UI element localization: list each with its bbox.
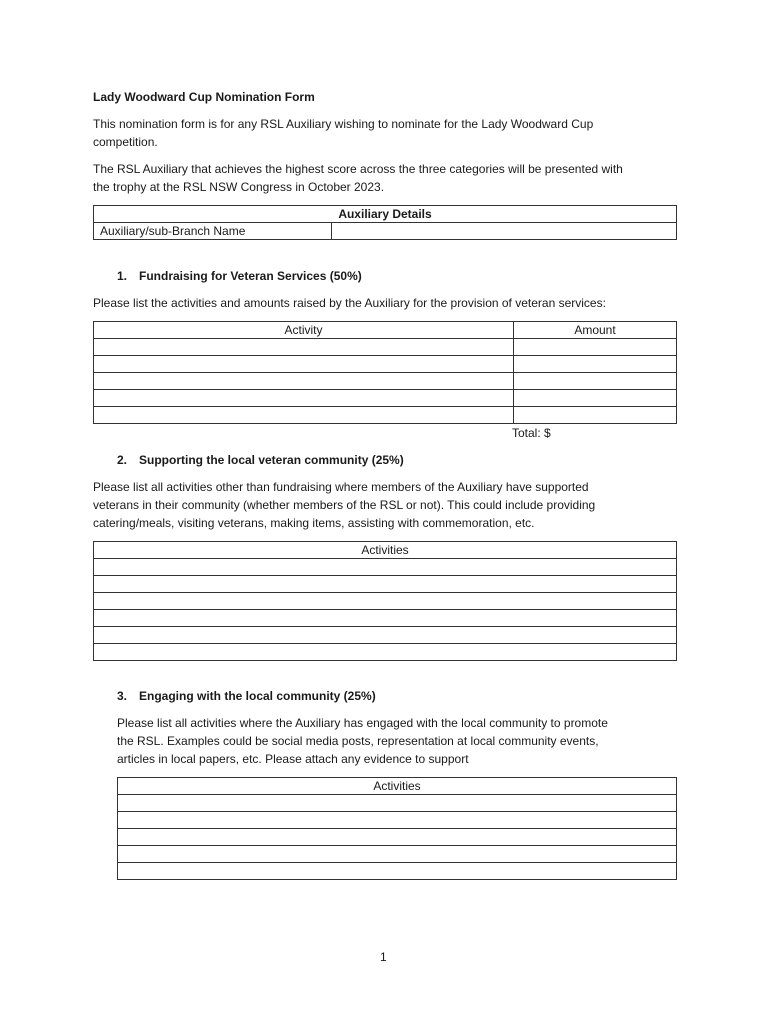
intro-line-2: competition. xyxy=(93,135,158,149)
section2-line-1: Please list all activities other than fundraising where members of the Auxiliary have supported xyxy=(93,480,589,494)
table-row xyxy=(94,373,677,390)
total-label: Total: $ xyxy=(512,426,551,440)
section2-heading xyxy=(117,451,404,469)
amount-cell[interactable] xyxy=(514,390,677,407)
activity-cell[interactable] xyxy=(118,863,677,880)
table-row xyxy=(94,610,677,627)
section3-heading xyxy=(117,687,376,705)
activities-column-header: Activities xyxy=(118,778,677,795)
section3-line-2: the RSL. Examples could be social media posts, representation at local community events, xyxy=(117,734,599,748)
activities-column-header: Activities xyxy=(94,542,677,559)
section1-number: 1. xyxy=(117,269,128,283)
table-row xyxy=(118,863,677,880)
section2-line-2: veterans in their community (whether members of the RSL or not). This could include providing xyxy=(93,498,596,512)
activity-cell[interactable] xyxy=(118,846,677,863)
intro-line-3: The RSL Auxiliary that achieves the highest score across the three categories will be presented with xyxy=(93,162,623,176)
activity-cell[interactable] xyxy=(118,812,677,829)
section2-line-3: catering/meals, visiting veterans, making items, assisting with commemoration, etc. xyxy=(93,516,535,530)
activity-cell[interactable] xyxy=(94,339,514,356)
activity-cell[interactable] xyxy=(94,373,514,390)
activity-cell[interactable] xyxy=(94,627,677,644)
activity-cell[interactable] xyxy=(118,795,677,812)
section3-line-1: Please list all activities where the Auxiliary has engaged with the local community to promote xyxy=(117,716,608,730)
form-title: Lady Woodward Cup Nomination Form xyxy=(93,90,315,104)
fundraising-table xyxy=(93,321,677,424)
amount-column-header: Amount xyxy=(514,322,677,339)
section2-number: 2. xyxy=(117,453,128,467)
community-support-table xyxy=(93,541,677,661)
table-row xyxy=(94,390,677,407)
table-row xyxy=(94,593,677,610)
community-engagement-table xyxy=(117,777,677,880)
table-row xyxy=(118,846,677,863)
activity-cell[interactable] xyxy=(94,593,677,610)
activity-cell[interactable] xyxy=(94,407,514,424)
activity-cell[interactable] xyxy=(94,610,677,627)
section2-title: Supporting the local veteran community (25%) xyxy=(139,453,404,467)
table-row xyxy=(94,644,677,661)
table-row xyxy=(118,812,677,829)
table-row xyxy=(94,339,677,356)
section1-instruction: Please list the activities and amounts raised by the Auxiliary for the provision of veteran services: xyxy=(93,296,606,310)
auxiliary-details-table xyxy=(93,205,677,240)
intro-line-4: the trophy at the RSL NSW Congress in October 2023. xyxy=(93,180,385,194)
table-row xyxy=(118,829,677,846)
table-row xyxy=(94,559,677,576)
amount-cell[interactable] xyxy=(514,339,677,356)
auxiliary-details-header: Auxiliary Details xyxy=(94,206,677,223)
activity-cell[interactable] xyxy=(94,390,514,407)
activity-cell[interactable] xyxy=(94,644,677,661)
page-number: 1 xyxy=(380,950,387,964)
activity-cell[interactable] xyxy=(94,559,677,576)
section1-heading xyxy=(117,267,362,285)
amount-cell[interactable] xyxy=(514,373,677,390)
activity-column-header: Activity xyxy=(94,322,514,339)
table-row xyxy=(94,407,677,424)
auxiliary-name-field[interactable] xyxy=(332,223,677,240)
section3-number: 3. xyxy=(117,689,128,703)
table-row xyxy=(94,356,677,373)
auxiliary-name-label: Auxiliary/sub-Branch Name xyxy=(94,223,332,240)
activity-cell[interactable] xyxy=(94,356,514,373)
amount-cell[interactable] xyxy=(514,356,677,373)
activity-cell[interactable] xyxy=(94,576,677,593)
activity-cell[interactable] xyxy=(118,829,677,846)
section3-title: Engaging with the local community (25%) xyxy=(139,689,376,703)
table-row xyxy=(118,795,677,812)
amount-cell[interactable] xyxy=(514,407,677,424)
table-row xyxy=(94,627,677,644)
intro-line-1: This nomination form is for any RSL Auxiliary wishing to nominate for the Lady Woodward Cup xyxy=(93,117,594,131)
section3-line-3: articles in local papers, etc. Please attach any evidence to support xyxy=(117,752,469,766)
section1-title: Fundraising for Veteran Services (50%) xyxy=(139,269,362,283)
table-row xyxy=(94,576,677,593)
